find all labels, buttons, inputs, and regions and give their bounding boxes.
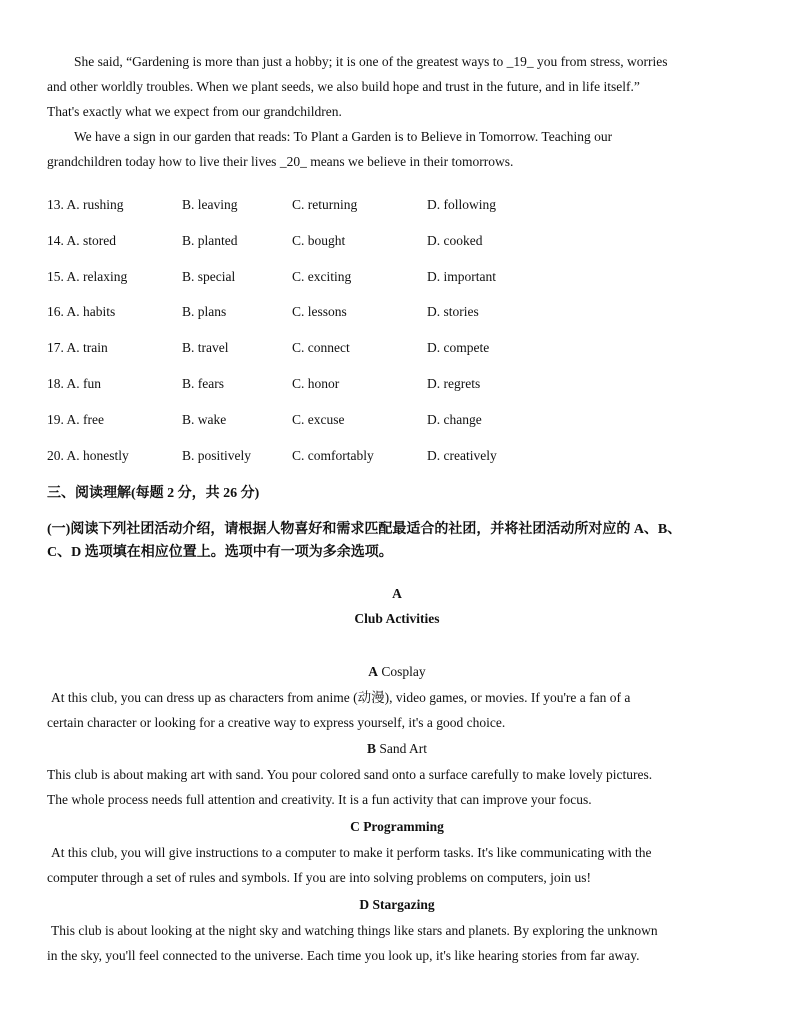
option-c: C. lessons — [292, 304, 347, 319]
club-heading: Club Activities — [354, 611, 440, 626]
option-b: B. wake — [182, 412, 227, 427]
option-a: 13. A. rushing — [47, 197, 124, 212]
description-line: computer through a set of rules and symbols. If you are into solving problems on computers, join us! — [47, 870, 592, 885]
passage-line: We have a sign in our garden that reads: To Plant a Garden is to Believe in Tomorrow. Teaching our — [74, 129, 613, 144]
passage-line: grandchildren today how to live their lives _20_ means we believe in their tomorrows. — [47, 154, 514, 169]
passage-letter: A — [392, 586, 402, 601]
club-name: Sand Art — [379, 741, 428, 756]
club-name: Cosplay — [381, 664, 426, 679]
club-name: Programming — [363, 819, 444, 834]
club-name: Stargazing — [372, 897, 435, 912]
option-a: 17. A. train — [47, 340, 108, 355]
option-d: D. following — [427, 197, 496, 212]
description-line: At this club, you can dress up as characters from anime (动漫), video games, or movies. If you're a fan of a — [51, 690, 631, 705]
club-description-cosplay — [47, 685, 749, 735]
option-d: D. creatively — [427, 448, 497, 463]
option-a: 20. A. honestly — [47, 448, 129, 463]
option-d: D. change — [427, 412, 482, 427]
description-line: in the sky, you'll feel connected to the universe. Each time you look up, it's like hearing stories from far away. — [47, 948, 640, 963]
description-line: certain character or looking for a creative way to express yourself, it's a good choice. — [47, 715, 506, 730]
club-letter: C — [350, 819, 360, 834]
section-title: 三、阅读理解(每题 2 分，共 26 分) — [47, 486, 260, 501]
option-d: D. stories — [427, 304, 479, 319]
club-description-sand-art — [47, 762, 749, 812]
option-row-13 — [47, 195, 747, 215]
description-line: The whole process needs full attention and creativity. It is a fun activity that can improve your focus. — [47, 792, 592, 807]
option-d: D. compete — [427, 340, 490, 355]
section-instruction — [47, 518, 759, 564]
option-b: B. special — [182, 269, 236, 284]
option-a: 19. A. free — [47, 412, 104, 427]
passage-paragraph-2 — [47, 124, 749, 174]
passage-paragraph-1 — [47, 49, 749, 124]
club-description-programming — [47, 840, 749, 890]
option-a: 18. A. fun — [47, 376, 101, 391]
option-c: C. excuse — [292, 412, 345, 427]
option-c: C. connect — [292, 340, 350, 355]
option-b: B. travel — [182, 340, 229, 355]
option-row-15 — [47, 267, 747, 287]
club-description-stargazing — [47, 918, 749, 968]
description-line: At this club, you will give instructions to a computer to make it perform tasks. It's like communicating with the — [51, 845, 652, 860]
option-b: B. fears — [182, 376, 224, 391]
option-row-19 — [47, 410, 747, 430]
club-title-sand-art — [0, 739, 794, 759]
club-letter: B — [366, 741, 376, 756]
option-row-17 — [47, 338, 747, 358]
option-c: C. returning — [292, 197, 358, 212]
instruction-line: C、D 选项填在相应位置上。选项中有一项为多余选项。 — [47, 545, 393, 560]
option-b: B. plans — [182, 304, 227, 319]
option-b: B. leaving — [182, 197, 238, 212]
option-d: D. cooked — [427, 233, 483, 248]
option-row-14 — [47, 231, 747, 251]
club-title-programming — [0, 817, 794, 837]
option-d: D. important — [427, 269, 496, 284]
option-d: D. regrets — [427, 376, 481, 391]
club-letter: D — [359, 897, 370, 912]
option-row-20 — [47, 446, 747, 466]
club-title-stargazing — [0, 895, 794, 915]
option-c: C. honor — [292, 376, 340, 391]
option-row-18 — [47, 374, 747, 394]
passage-line: She said, “Gardening is more than just a hobby; it is one of the greatest ways to _19_ you from stress, worries — [74, 54, 668, 69]
description-line: This club is about looking at the night sky and watching things like stars and planets. By exploring the unknown — [51, 923, 658, 938]
passage-line: and other worldly troubles. When we plant seeds, we also build hope and trust in the future, and in life itself.” — [47, 79, 640, 94]
description-line: This club is about making art with sand. You pour colored sand onto a surface carefully to make lovely pictures. — [47, 767, 653, 782]
instruction-line: (一)阅读下列社团活动介绍，请根据人物喜好和需求匹配最适合的社团，并将社团活动所对应的 A、B、 — [47, 522, 682, 537]
club-letter: A — [368, 664, 379, 679]
option-a: 16. A. habits — [47, 304, 116, 319]
passage-line: That's exactly what we expect from our grandchildren. — [47, 104, 342, 119]
option-row-16 — [47, 302, 747, 322]
option-c: C. bought — [292, 233, 346, 248]
option-a: 15. A. relaxing — [47, 269, 128, 284]
club-title-cosplay — [0, 662, 794, 682]
option-a: 14. A. stored — [47, 233, 116, 248]
option-c: C. comfortably — [292, 448, 374, 463]
option-b: B. planted — [182, 233, 238, 248]
option-b: B. positively — [182, 448, 252, 463]
option-c: C. exciting — [292, 269, 352, 284]
